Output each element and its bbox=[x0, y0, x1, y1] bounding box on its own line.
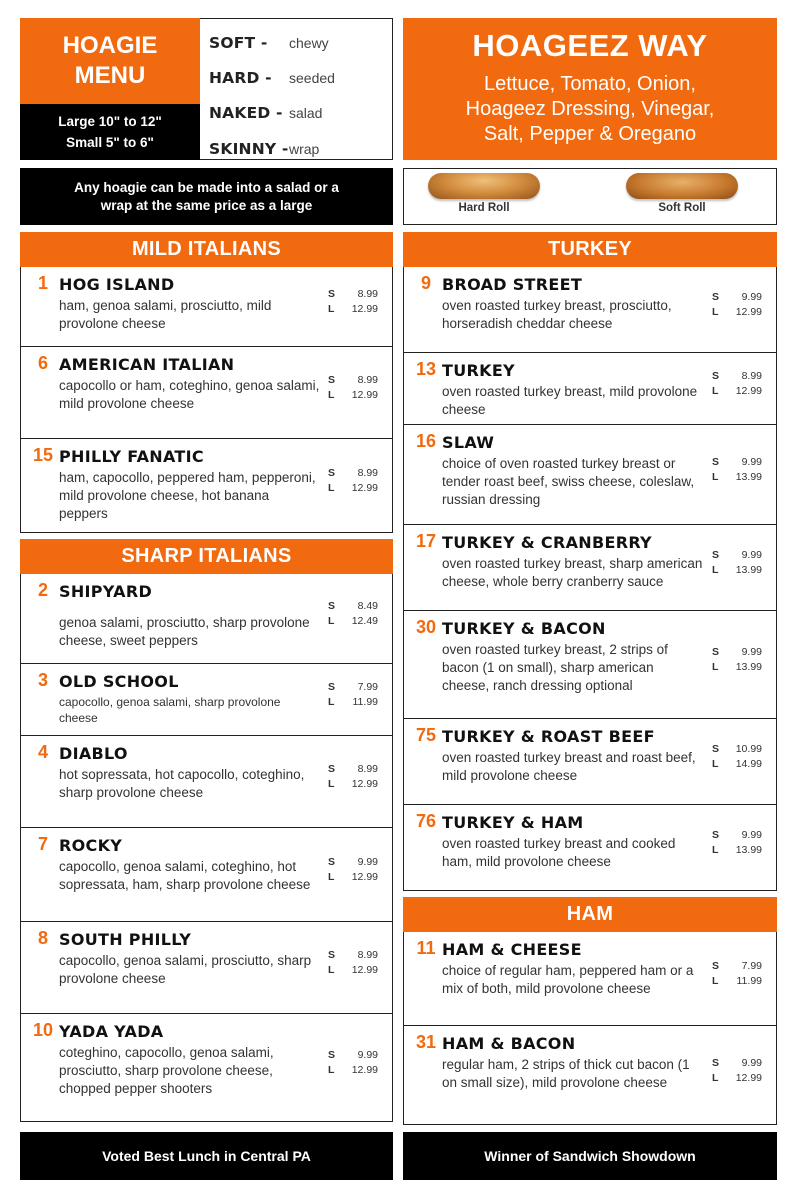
price-row-l bbox=[328, 481, 378, 496]
item-number: 11 bbox=[416, 938, 436, 958]
item-number: 15 bbox=[32, 445, 54, 465]
item-description: oven roasted turkey breast, mild provolone cheese bbox=[442, 384, 698, 417]
bread-option bbox=[209, 60, 392, 95]
bread-desc: wrap bbox=[289, 140, 320, 157]
item-description: choice of regular ham, peppered ham or a mix of both, mild provolone cheese bbox=[442, 963, 694, 996]
price-large: 12.99 bbox=[351, 1063, 378, 1076]
price-small: 9.99 bbox=[741, 1057, 762, 1069]
item-number: 3 bbox=[37, 670, 48, 690]
bread-desc: chewy bbox=[289, 34, 329, 51]
bread-option bbox=[209, 96, 392, 131]
price-large: 13.99 bbox=[735, 470, 762, 483]
bread-desc: salad bbox=[289, 105, 323, 122]
menu-item bbox=[20, 828, 393, 922]
item-description: ham, capocollo, peppered ham, pepperoni, mild provolone cheese, hot banana peppers bbox=[59, 470, 316, 521]
footer-award-left: Voted Best Lunch in Central PA bbox=[20, 1132, 393, 1180]
price-large: 13.99 bbox=[735, 563, 762, 576]
price-row-s bbox=[328, 1048, 378, 1063]
menu-item bbox=[403, 1026, 777, 1125]
section-title-mild: MILD ITALIANS bbox=[20, 232, 393, 267]
item-description: oven roasted turkey breast, sharp american cheese, whole berry cranberry sauce bbox=[442, 556, 703, 589]
size-label: S bbox=[328, 1049, 336, 1061]
price-row-l bbox=[712, 470, 762, 485]
menu-item bbox=[403, 353, 777, 425]
hoageez-way-panel bbox=[403, 18, 777, 160]
price-small: 8.99 bbox=[357, 763, 378, 775]
item-prices bbox=[328, 599, 378, 628]
price-row-l bbox=[712, 843, 762, 858]
menu-item bbox=[403, 525, 777, 611]
item-prices bbox=[712, 455, 762, 484]
size-large: Large 10" to 12" bbox=[58, 114, 162, 129]
item-description: capocollo or ham, coteghino, genoa salami, mild provolone cheese bbox=[59, 378, 320, 411]
item-number: 16 bbox=[415, 431, 437, 451]
size-label: L bbox=[328, 695, 335, 708]
item-number: 2 bbox=[37, 580, 48, 600]
size-label: S bbox=[328, 949, 336, 961]
price-row-l bbox=[328, 963, 378, 978]
soft-roll-label: Soft Roll bbox=[658, 202, 706, 214]
price-small: 9.99 bbox=[741, 646, 762, 658]
item-number: 4 bbox=[37, 742, 48, 762]
item-name: HAM & BACON bbox=[442, 1034, 576, 1053]
item-prices bbox=[712, 959, 762, 988]
hard-roll bbox=[424, 173, 544, 214]
price-row-s bbox=[712, 645, 762, 660]
size-label: L bbox=[712, 843, 719, 856]
menu-title bbox=[20, 18, 200, 104]
bread-option bbox=[209, 131, 392, 166]
price-row-s bbox=[328, 680, 378, 695]
size-label: S bbox=[712, 370, 720, 382]
size-label: S bbox=[712, 646, 720, 658]
price-row-s bbox=[712, 290, 762, 305]
menu-item bbox=[403, 932, 777, 1026]
item-description: oven roasted turkey breast and roast beef, mild provolone cheese bbox=[442, 750, 696, 783]
price-row-s bbox=[712, 1056, 762, 1071]
price-row-s bbox=[712, 455, 762, 470]
item-number: 31 bbox=[415, 1032, 437, 1052]
item-prices bbox=[712, 645, 762, 674]
menu-item bbox=[403, 611, 777, 719]
item-prices bbox=[712, 290, 762, 319]
item-description: capocollo, genoa salami, prosciutto, sharp provolone cheese bbox=[59, 953, 312, 986]
menu-item bbox=[403, 267, 777, 353]
menu-item bbox=[403, 719, 777, 805]
item-name: TURKEY & ROAST BEEF bbox=[442, 727, 655, 746]
item-name: HAM & CHEESE bbox=[442, 940, 582, 959]
size-label: S bbox=[712, 1057, 720, 1069]
size-label: S bbox=[328, 763, 336, 775]
item-name: TURKEY & BACON bbox=[442, 619, 606, 638]
size-label: S bbox=[712, 549, 720, 561]
item-description: choice of oven roasted turkey breast or tender roast beef, swiss cheese, coleslaw, russian dressing bbox=[442, 456, 695, 507]
price-row-l bbox=[328, 1063, 378, 1078]
price-small: 7.99 bbox=[357, 681, 378, 693]
size-label: S bbox=[328, 288, 336, 300]
item-description: oven roasted turkey breast, prosciutto, horseradish cheddar cheese bbox=[442, 298, 672, 331]
price-small: 9.99 bbox=[741, 829, 762, 841]
size-label: L bbox=[328, 302, 335, 315]
price-row-l bbox=[328, 870, 378, 885]
price-row-l bbox=[712, 305, 762, 320]
price-row-s bbox=[328, 948, 378, 963]
price-small: 8.49 bbox=[357, 600, 378, 612]
price-row-s bbox=[712, 742, 762, 757]
item-name: YADA YADA bbox=[59, 1022, 164, 1041]
size-label: L bbox=[712, 305, 719, 318]
size-label: S bbox=[712, 456, 720, 468]
menu-title-line1: HOAGIE bbox=[62, 32, 158, 59]
price-large: 12.99 bbox=[351, 777, 378, 790]
item-description: oven roasted turkey breast, 2 strips of bacon (1 on small), sharp american cheese, ranch dressing optional bbox=[442, 642, 668, 693]
item-number: 13 bbox=[415, 359, 437, 379]
size-label: L bbox=[712, 757, 719, 770]
soft-roll-icon bbox=[626, 173, 738, 199]
item-prices bbox=[712, 742, 762, 771]
item-prices bbox=[328, 373, 378, 402]
bread-name: HARD - bbox=[209, 68, 272, 87]
bread-name: SOFT - bbox=[209, 33, 268, 52]
size-label: S bbox=[328, 600, 336, 612]
roll-types bbox=[403, 168, 777, 225]
salad-note-line1: Any hoagie can be made into a salad or a bbox=[74, 180, 339, 195]
soft-roll bbox=[622, 173, 742, 214]
item-name: BROAD STREET bbox=[442, 275, 583, 294]
size-label: L bbox=[712, 660, 719, 673]
size-label: S bbox=[328, 856, 336, 868]
price-small: 10.99 bbox=[735, 743, 762, 755]
price-large: 13.99 bbox=[735, 660, 762, 673]
menu-item bbox=[403, 805, 777, 891]
item-number: 9 bbox=[420, 273, 431, 293]
price-row-l bbox=[712, 563, 762, 578]
bread-name: NAKED - bbox=[209, 104, 283, 123]
price-row-l bbox=[712, 384, 762, 399]
item-prices bbox=[328, 287, 378, 316]
bread-desc: seeded bbox=[289, 69, 335, 86]
price-row-l bbox=[712, 974, 762, 989]
price-small: 9.99 bbox=[357, 856, 378, 868]
size-label: L bbox=[328, 870, 335, 883]
size-label: L bbox=[328, 963, 335, 976]
item-number: 17 bbox=[415, 531, 437, 551]
menu-item bbox=[20, 574, 393, 664]
price-row-s bbox=[328, 287, 378, 302]
price-small: 8.99 bbox=[357, 949, 378, 961]
item-name: DIABLO bbox=[59, 744, 128, 763]
item-prices bbox=[328, 466, 378, 495]
menu-item bbox=[20, 736, 393, 828]
price-large: 14.99 bbox=[735, 757, 762, 770]
price-row-s bbox=[328, 599, 378, 614]
size-small: Small 5" to 6" bbox=[66, 135, 154, 150]
size-label: S bbox=[712, 743, 720, 755]
price-row-s bbox=[328, 762, 378, 777]
item-prices bbox=[328, 1048, 378, 1077]
price-small: 9.99 bbox=[357, 1049, 378, 1061]
size-label: L bbox=[328, 614, 335, 627]
toppings-line: Lettuce, Tomato, Onion, bbox=[484, 73, 696, 95]
price-row-l bbox=[712, 757, 762, 772]
price-small: 9.99 bbox=[741, 456, 762, 468]
toppings-line: Salt, Pepper & Oregano bbox=[483, 123, 697, 145]
hoageez-way-toppings bbox=[403, 72, 777, 147]
item-name: SHIPYARD bbox=[59, 582, 153, 601]
item-name: TURKEY & CRANBERRY bbox=[442, 533, 652, 552]
item-prices bbox=[712, 1056, 762, 1085]
price-small: 7.99 bbox=[741, 960, 762, 972]
size-label: S bbox=[328, 681, 336, 693]
menu-item bbox=[403, 425, 777, 525]
item-number: 10 bbox=[32, 1020, 54, 1040]
item-name: OLD SCHOOL bbox=[59, 672, 179, 691]
size-label: L bbox=[328, 1063, 335, 1076]
item-number: 6 bbox=[37, 353, 48, 373]
price-large: 11.99 bbox=[736, 974, 762, 987]
item-prices bbox=[328, 855, 378, 884]
item-name: AMERICAN ITALIAN bbox=[59, 355, 235, 374]
price-small: 9.99 bbox=[741, 291, 762, 303]
size-label: L bbox=[712, 470, 719, 483]
item-name: PHILLY FANATIC bbox=[59, 447, 204, 466]
size-label: L bbox=[712, 1071, 719, 1084]
item-number: 7 bbox=[37, 834, 48, 854]
section-title-turkey: TURKEY bbox=[403, 232, 777, 267]
price-row-s bbox=[712, 828, 762, 843]
salad-note-line2: wrap at the same price as a large bbox=[100, 198, 313, 213]
price-row-l bbox=[328, 695, 378, 710]
size-info bbox=[20, 104, 200, 160]
price-small: 8.99 bbox=[357, 467, 378, 479]
item-number: 8 bbox=[37, 928, 48, 948]
price-row-s bbox=[328, 855, 378, 870]
price-large: 12.99 bbox=[351, 963, 378, 976]
item-prices bbox=[328, 948, 378, 977]
size-label: L bbox=[712, 974, 719, 987]
item-name: ROCKY bbox=[59, 836, 123, 855]
bread-option bbox=[209, 25, 392, 60]
toppings-line: Hoageez Dressing, Vinegar, bbox=[465, 98, 715, 120]
item-description: regular ham, 2 strips of thick cut bacon (1 on small size), mild provolone cheese bbox=[442, 1057, 690, 1090]
item-description: oven roasted turkey breast and cooked ham, mild provolone cheese bbox=[442, 836, 676, 869]
menu-item bbox=[20, 439, 393, 533]
price-small: 8.99 bbox=[741, 370, 762, 382]
bread-name: SKINNY - bbox=[209, 139, 289, 158]
footer-award-right: Winner of Sandwich Showdown bbox=[403, 1132, 777, 1180]
item-description: capocollo, genoa salami, coteghino, hot sopressata, ham, sharp provolone cheese bbox=[59, 859, 311, 892]
price-large: 12.99 bbox=[351, 302, 378, 315]
menu-item bbox=[20, 922, 393, 1014]
menu-item bbox=[20, 1014, 393, 1122]
hard-roll-label: Hard Roll bbox=[458, 202, 510, 214]
price-small: 8.99 bbox=[357, 288, 378, 300]
price-row-s bbox=[328, 373, 378, 388]
size-label: S bbox=[328, 374, 336, 386]
size-label: S bbox=[712, 291, 720, 303]
size-label: L bbox=[712, 384, 719, 397]
menu-item bbox=[20, 664, 393, 736]
price-row-l bbox=[712, 660, 762, 675]
price-row-s bbox=[712, 548, 762, 563]
price-large: 12.99 bbox=[735, 305, 762, 318]
menu-item bbox=[20, 347, 393, 439]
price-large: 13.99 bbox=[735, 843, 762, 856]
size-label: L bbox=[712, 563, 719, 576]
hard-roll-icon bbox=[428, 173, 540, 199]
price-large: 12.99 bbox=[351, 481, 378, 494]
menu-item bbox=[20, 267, 393, 347]
item-prices bbox=[712, 369, 762, 398]
price-small: 9.99 bbox=[741, 549, 762, 561]
price-large: 12.99 bbox=[735, 1071, 762, 1084]
price-row-s bbox=[712, 369, 762, 384]
size-label: S bbox=[712, 960, 720, 972]
size-label: S bbox=[328, 467, 336, 479]
price-large: 12.99 bbox=[351, 388, 378, 401]
item-name: TURKEY bbox=[442, 361, 515, 380]
price-row-l bbox=[328, 614, 378, 629]
item-description: coteghino, capocollo, genoa salami, prosciutto, sharp provolone cheese, chopped pepper shooters bbox=[59, 1045, 274, 1096]
item-name: SOUTH PHILLY bbox=[59, 930, 192, 949]
item-prices bbox=[712, 828, 762, 857]
size-label: L bbox=[328, 777, 335, 790]
price-row-s bbox=[328, 466, 378, 481]
price-row-l bbox=[328, 777, 378, 792]
size-label: L bbox=[328, 388, 335, 401]
price-row-l bbox=[712, 1071, 762, 1086]
item-number: 75 bbox=[415, 725, 437, 745]
item-prices bbox=[328, 762, 378, 791]
item-description: genoa salami, prosciutto, sharp provolone cheese, sweet peppers bbox=[59, 615, 310, 648]
section-title-ham: HAM bbox=[403, 897, 777, 932]
size-label: S bbox=[712, 829, 720, 841]
price-small: 8.99 bbox=[357, 374, 378, 386]
item-number: 30 bbox=[415, 617, 437, 637]
item-description: hot sopressata, hot capocollo, coteghino, sharp provolone cheese bbox=[59, 767, 305, 800]
item-name: SLAW bbox=[442, 433, 495, 452]
price-large: 11.99 bbox=[352, 695, 378, 708]
section-title-sharp: SHARP ITALIANS bbox=[20, 539, 393, 574]
item-description: capocollo, genoa salami, sharp provolone cheese bbox=[59, 695, 281, 725]
price-row-l bbox=[328, 302, 378, 317]
price-large: 12.99 bbox=[735, 384, 762, 397]
salad-wrap-note bbox=[20, 168, 393, 225]
item-description: ham, genoa salami, prosciutto, mild provolone cheese bbox=[59, 298, 272, 331]
price-large: 12.49 bbox=[351, 614, 378, 627]
size-label: L bbox=[328, 481, 335, 494]
bread-options bbox=[200, 18, 393, 160]
item-number: 1 bbox=[37, 273, 48, 293]
price-row-l bbox=[328, 388, 378, 403]
item-name: TURKEY & HAM bbox=[442, 813, 584, 832]
item-prices bbox=[328, 680, 378, 709]
item-number: 76 bbox=[415, 811, 437, 831]
price-row-s bbox=[712, 959, 762, 974]
item-name: HOG ISLAND bbox=[59, 275, 175, 294]
menu-title-line2: MENU bbox=[74, 62, 146, 89]
item-prices bbox=[712, 548, 762, 577]
price-large: 12.99 bbox=[351, 870, 378, 883]
hoageez-way-title: HOAGEEZ WAY bbox=[472, 28, 708, 63]
